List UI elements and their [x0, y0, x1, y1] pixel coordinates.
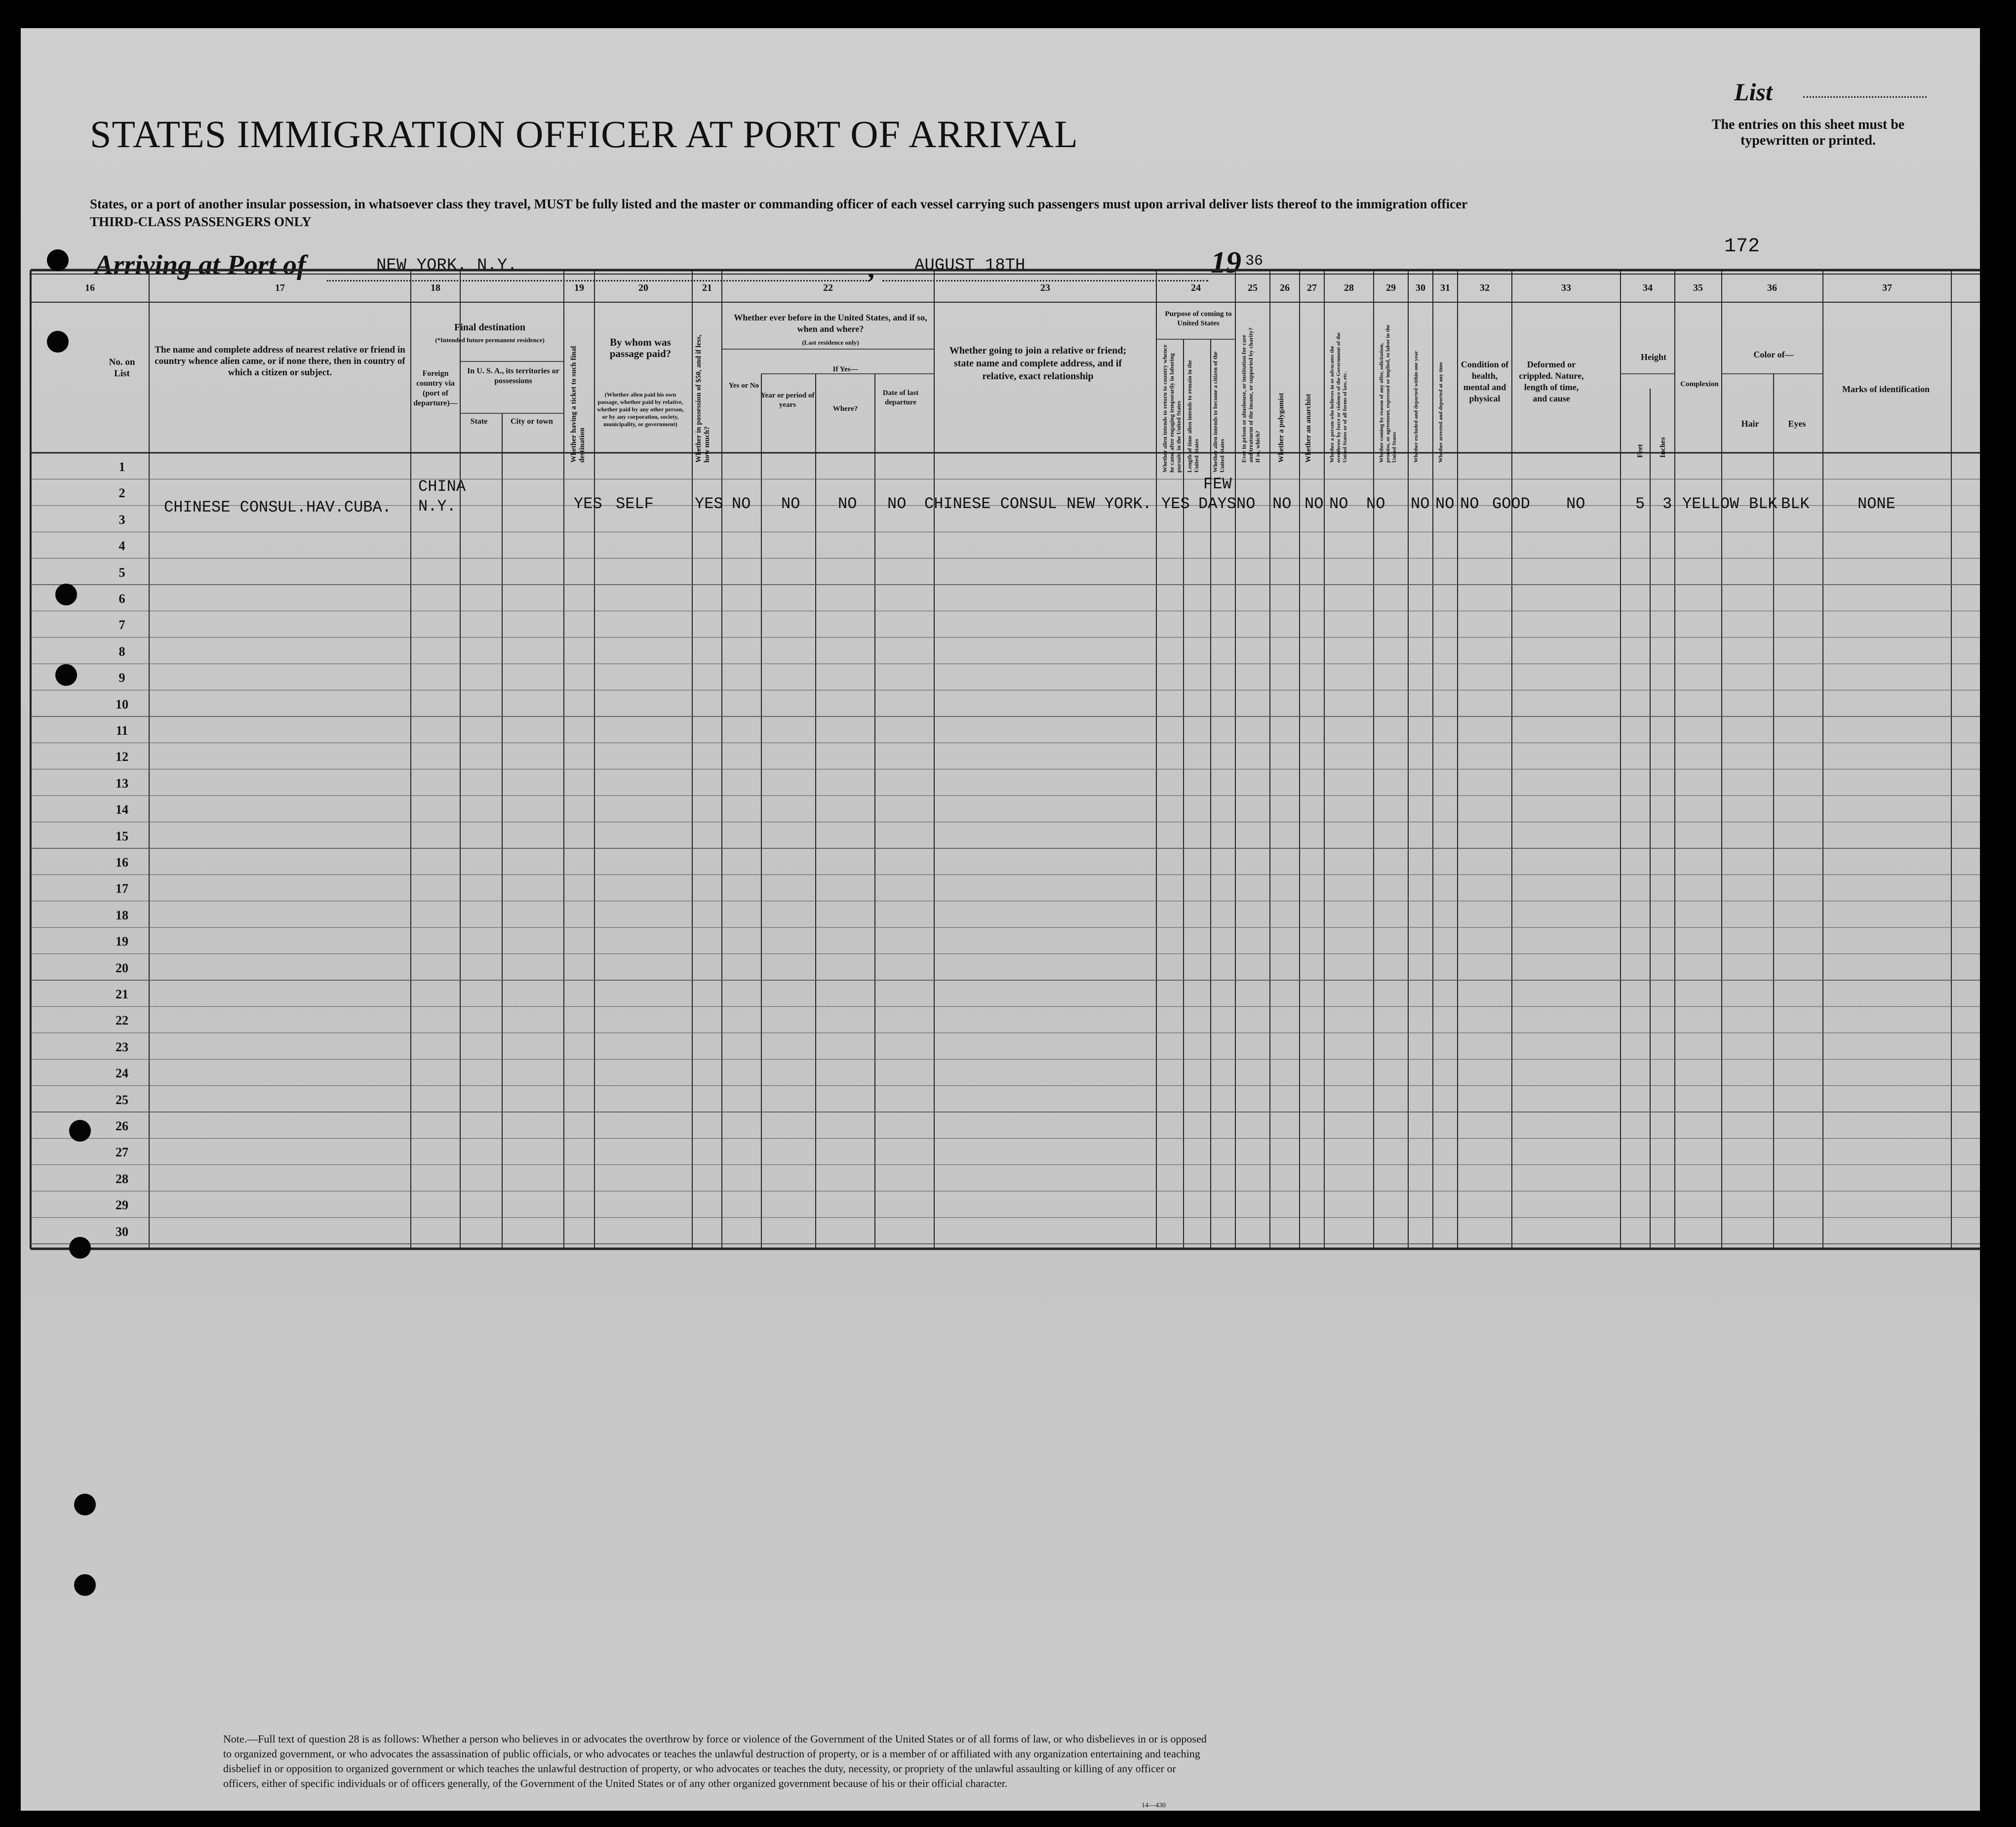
- row-number: 30: [116, 1224, 128, 1239]
- entry-departure: NO: [887, 495, 907, 513]
- entry-prison: NO: [1272, 495, 1292, 513]
- header-c28: Whether a person who believes in or advocates the overthrow by force or violence of the Government of the United States or of all forms of law, etc.: [1329, 332, 1348, 463]
- header-c16: No. on List: [109, 357, 135, 379]
- row-number: 12: [116, 750, 128, 764]
- column-number: 27: [1307, 282, 1317, 293]
- header-c27: Whether an anarchist: [1304, 394, 1312, 463]
- entry-relative: CHINESE CONSUL.HAV.CUBA.: [164, 498, 392, 516]
- column-number: 30: [1416, 282, 1425, 293]
- entry-citizen: NO: [1236, 495, 1256, 513]
- class-line: THIRD-CLASS PASSENGERS ONLY: [90, 214, 312, 229]
- row-number: 18: [116, 908, 128, 922]
- row-number: 26: [116, 1119, 128, 1133]
- row-number: 13: [116, 776, 128, 791]
- column-number: 24: [1191, 282, 1201, 293]
- header-c36: Color of—: [1753, 350, 1794, 359]
- entry-eyes: BLK: [1781, 495, 1810, 513]
- entry-where: NO: [838, 495, 857, 513]
- column-number: 36: [1767, 282, 1777, 293]
- header-c22-where: Where?: [832, 405, 858, 413]
- header-c18-sub: (*Intended future permanent residence): [435, 336, 545, 344]
- entry-deformed: NO: [1566, 495, 1585, 513]
- header-c20: By whom was passage paid?: [609, 336, 672, 359]
- column-number: 28: [1344, 282, 1354, 293]
- row-number: 21: [116, 987, 128, 1001]
- instructions-text: States, or a port of another insular possession, in whatsoever class they travel, MUST be fully listed and the master or commanding officer of each vessel carrying such passengers must upon arrival deliver lists thereof to the immigration officer: [90, 197, 1468, 211]
- entry-polygamist: NO: [1304, 495, 1324, 513]
- entry-hair: BLK: [1749, 495, 1778, 513]
- row-number: 20: [116, 960, 128, 975]
- date-value: AUGUST 18TH: [914, 256, 1026, 275]
- entry-overthrow: NO: [1366, 495, 1385, 513]
- year-suffix: 36: [1245, 253, 1264, 270]
- row-number: 27: [116, 1145, 128, 1160]
- footnote: Note.—Full text of question 28 is as follows: Whether a person who believes in or advocates the overthrow by force or violence of the Government of the United States or of all forms of law, or who disbelieves in or is opposed to organized government, or who advocates the assassination of public officials, or who advocates or teaches the unlawful destruction of property, or is a member of or affiliated with any organization entertaining and teaching disbelief in or opposition to organized government or which teaches the unlawful destruction of property, or who advocates or teaches the duty, necessity, or propriety of the unlawful assaulting or killing of any officer or officers, either of specific individuals or of officers generally, of the Government of the United States or of any other organized government because of his or their official character.: [223, 1733, 1207, 1789]
- header-c20-sub: (Whether alien paid his own passage, whether paid by relative, whether paid by any other person, or by any corporation, society, municipality, or government): [597, 391, 684, 428]
- entry-feet: 5: [1635, 495, 1645, 513]
- column-number: 33: [1561, 282, 1571, 293]
- header-c34-feet: Feet: [1636, 444, 1644, 458]
- punch-hole: [55, 664, 77, 686]
- entry-marks: NONE: [1858, 495, 1896, 513]
- column-number: 35: [1693, 282, 1703, 293]
- manifest-sheet: [21, 28, 1980, 1811]
- row-number: 10: [116, 697, 128, 712]
- column-number: 16: [85, 282, 95, 293]
- page-title: STATES IMMIGRATION OFFICER AT PORT OF ARRIVAL: [90, 113, 1078, 156]
- entry-offer: NO: [1411, 495, 1430, 513]
- header-c18-state: State: [470, 417, 488, 426]
- entry-length-2: DAYS: [1198, 495, 1236, 513]
- row-number: 28: [116, 1171, 128, 1186]
- punch-hole: [47, 331, 69, 353]
- column-number: 23: [1040, 282, 1050, 293]
- header-c17: The name and complete address of nearest relative or friend in country whence alien came, or if none there, then in country of which a citizen or subject.: [155, 345, 405, 378]
- header-c24-c: Whether alien intends to become a citizen of the United States: [1212, 351, 1225, 473]
- header-c35: Complexion: [1680, 380, 1719, 388]
- header-c22-yesno: Yes or No: [728, 382, 759, 390]
- entry-joining: CHINESE CONSUL NEW YORK.: [924, 495, 1152, 513]
- column-number: 25: [1248, 282, 1258, 293]
- punch-hole: [74, 1494, 96, 1515]
- punch-hole: [55, 584, 77, 605]
- row-number: 22: [116, 1013, 128, 1028]
- entry-health: GOOD: [1492, 495, 1530, 513]
- header-c18-city: City or town: [511, 417, 553, 426]
- header-c24: Purpose of coming to United States: [1165, 310, 1232, 327]
- column-number: 37: [1882, 282, 1892, 293]
- header-c26: Whether a polygamist: [1277, 393, 1285, 463]
- arriving-label: Arriving at Port of: [95, 250, 306, 280]
- header-c29: Whether coming by reason of any offer, solicitation, promise, or agreement, expressed or implied, to labor in the United States: [1379, 324, 1397, 463]
- row-number: 19: [116, 934, 128, 949]
- header-c22-ifyes: If Yes—: [832, 365, 858, 373]
- header-c18-foreign: Foreign country via (port of departure)—: [413, 369, 458, 407]
- list-label: List: [1734, 78, 1773, 106]
- header-c37: Marks of identification: [1842, 384, 1930, 394]
- column-number: 32: [1480, 282, 1490, 293]
- header-c22-date: Date of last departure: [882, 389, 919, 406]
- entry-years: NO: [781, 495, 800, 513]
- header-c24-b: Length of time alien intends to remain in the United States: [1186, 360, 1200, 473]
- row-number: 15: [116, 829, 128, 843]
- entry-return: YES: [1161, 495, 1190, 513]
- column-number: 20: [638, 282, 648, 293]
- year-prefix: 19: [1211, 246, 1241, 279]
- punch-hole: [74, 1574, 96, 1596]
- row-number: 25: [116, 1092, 128, 1107]
- punch-hole: [47, 249, 69, 271]
- header-c36-eyes: Eyes: [1788, 419, 1806, 429]
- header-c30: Whether excluded and deported within one year: [1413, 351, 1419, 463]
- column-number: 31: [1440, 282, 1450, 293]
- port-value: NEW YORK. N.Y.: [376, 256, 517, 275]
- entry-ticket: YES: [574, 495, 602, 513]
- entry-money: YES: [695, 495, 723, 513]
- list-number: 172: [1724, 236, 1760, 258]
- entry-complexion: YELLOW: [1682, 495, 1739, 513]
- header-c22: Whether ever before in the United States, and if so, when and where?: [734, 313, 927, 334]
- row-number: 9: [119, 671, 125, 685]
- header-c34: Height: [1641, 352, 1666, 362]
- column-number: 34: [1643, 282, 1653, 293]
- entry-excluded: NO: [1435, 495, 1455, 513]
- entry-foreign: CHINA: [418, 477, 466, 496]
- entry-arrested: NO: [1460, 495, 1479, 513]
- header-c32: Condition of health, mental and physical: [1461, 359, 1509, 403]
- row-number: 29: [116, 1198, 128, 1213]
- punch-hole: [69, 1237, 91, 1259]
- header-c24-a: Whether alien intends to return to country whence he came after engaging temporarily in laboring pursuits in the United States: [1161, 344, 1182, 473]
- column-number: 29: [1386, 282, 1396, 293]
- row-number: 16: [116, 855, 128, 870]
- entry-anarchist: NO: [1329, 495, 1348, 513]
- header-c18-usa: In U. S. A., its territories or possessions: [467, 367, 559, 385]
- header-c31: Whether arrested and deported at any time: [1438, 362, 1444, 463]
- column-number: 18: [431, 282, 440, 293]
- row-number: 11: [116, 723, 128, 738]
- row-number: 14: [116, 802, 128, 817]
- header-c25: Ever in prison or almshouse, or institution for care and treatment of the insane, or supported by charity? If so, which?: [1240, 327, 1261, 463]
- row-number: 5: [119, 565, 125, 580]
- punch-hole: [69, 1120, 91, 1142]
- header-c34-inches: Inches: [1659, 437, 1667, 458]
- row-number: 1: [119, 460, 125, 474]
- entry-paid-by: SELF: [616, 495, 654, 513]
- header-c36-hair: Hair: [1741, 419, 1759, 429]
- header-c21: Whether in possession of $50, and if less, how much?: [695, 334, 711, 463]
- header-c19: Whether having a ticket to such final destination: [570, 346, 586, 463]
- column-number: 26: [1280, 282, 1290, 293]
- row-number: 7: [119, 618, 125, 633]
- row-number: 23: [116, 1039, 128, 1054]
- column-number: 22: [823, 282, 833, 293]
- column-number: 19: [574, 282, 584, 293]
- row-number: 3: [119, 512, 125, 527]
- form-number: 14—430: [1142, 1802, 1166, 1809]
- row-number: 6: [119, 592, 125, 606]
- header-c22-sub: (Last residence only): [802, 339, 859, 346]
- row-number: 24: [116, 1066, 128, 1081]
- header-c33: Deformed or crippled. Nature, length of time, and cause: [1519, 359, 1584, 403]
- table-grid: [21, 28, 1980, 1811]
- comma: ,: [868, 253, 874, 284]
- entry-length-1: FEW: [1203, 475, 1232, 493]
- column-number: 17: [275, 282, 285, 293]
- entry-before: NO: [732, 495, 751, 513]
- header-c23: Whether going to join a relative or friend; state name and complete address, and if relative, exact relationship: [949, 345, 1127, 382]
- row-number: 4: [119, 539, 125, 554]
- row-number: 2: [119, 486, 125, 501]
- entries-note: The entries on this sheet must be typewritten or printed.: [1711, 117, 1905, 148]
- row-number: 8: [119, 644, 125, 659]
- row-number: 17: [116, 881, 128, 896]
- entry-state: N.Y.: [418, 497, 456, 516]
- column-number: 21: [702, 282, 712, 293]
- header-c22-years: Year or period of years: [760, 392, 815, 409]
- header-c18: Final destination: [454, 322, 525, 333]
- entry-inches: 3: [1662, 495, 1672, 513]
